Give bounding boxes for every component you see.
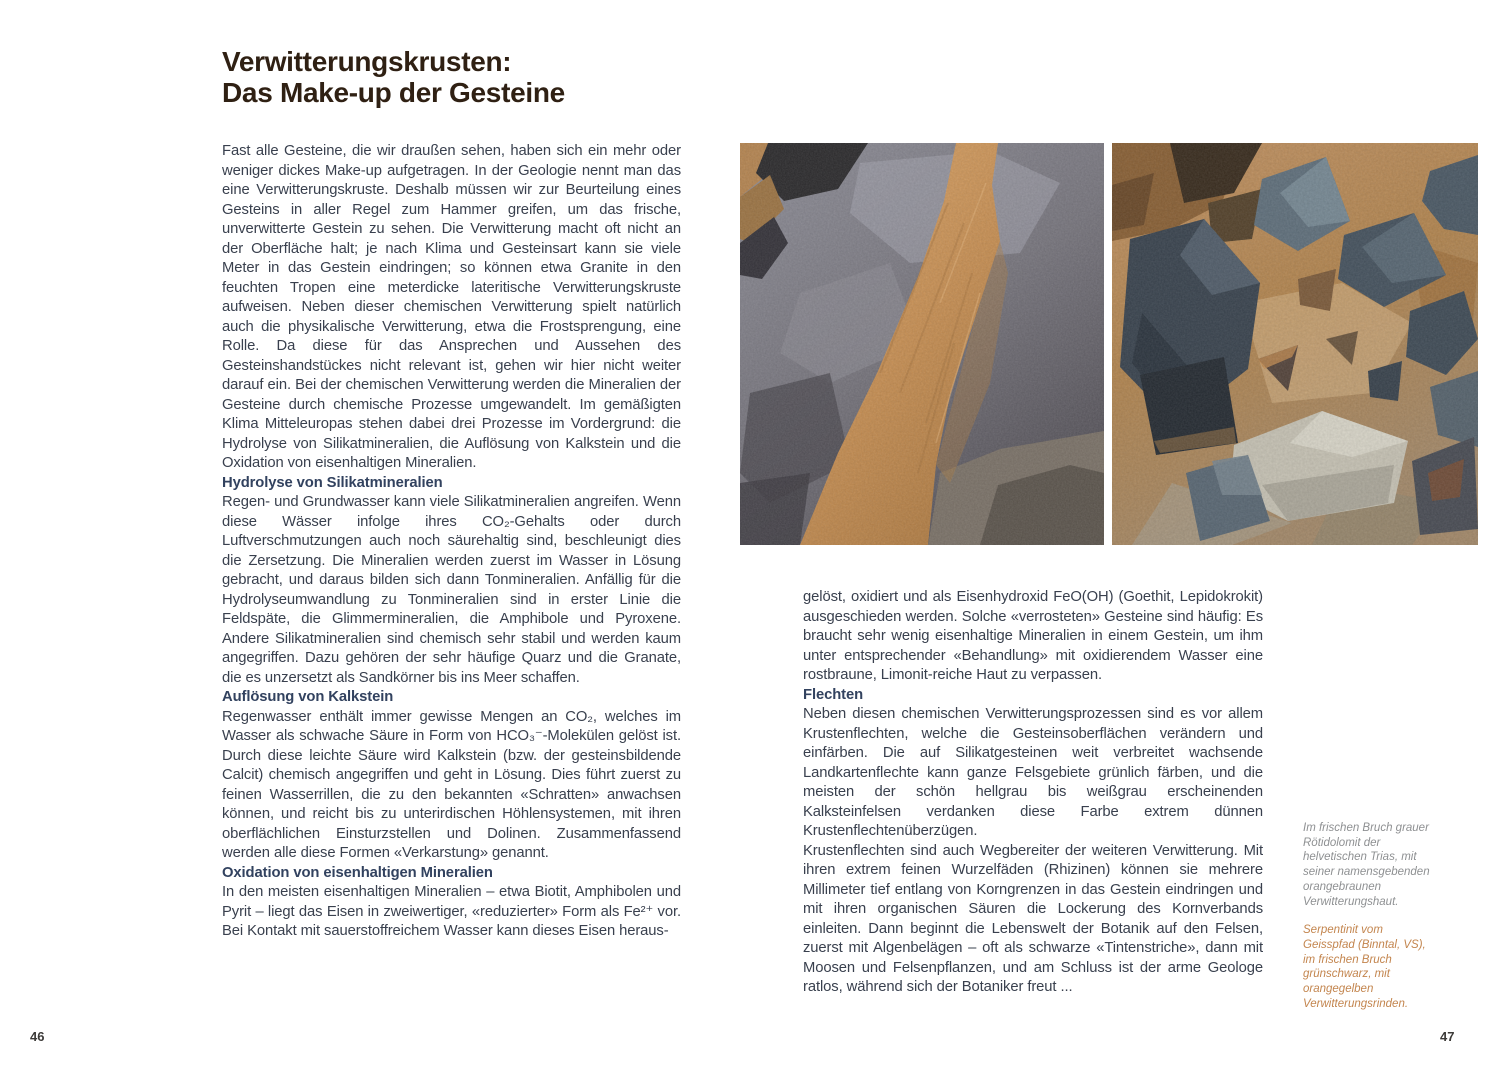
section-body-hydrolyse: Regen- und Grundwasser kann viele Silikatmineralien angreifen. Wenn diese Wässer infolge ihres CO₂-Gehalts oder durch Luftverschmutzungen auch noch säurehaltig sind, beschleunigt dies die Zersetzung. Die Mineralien werden zuerst im Wasser in Lösung gebracht, und daraus bilden sich dann Tonmineralien. Anfällig für die Hydrolyseumwandlung zu Tonmineralien sind in erster Linie die Feldspäte, die Glimmermineralien, die Amphibole und Pyroxene. Andere Silikatmineralien sind chemisch sehr stabil und werden kaum angegriffen. Dazu gehören der sehr häufige Quarz und die Granate, die es unzersetzt als Sandkörner bis ins Meer schaffen. — [222, 494, 681, 686]
serpentinit-photo — [1112, 143, 1478, 545]
serpentinit-illustration — [1112, 143, 1478, 545]
page-number-right: 47 — [1440, 1029, 1455, 1044]
section-heading-flechten: Flechten — [803, 686, 864, 703]
rotidolomit-photo — [740, 143, 1104, 545]
rotidolomit-illustration — [740, 143, 1104, 545]
section-body-oxidation: In den meisten eisenhaltigen Mineralien – etwa Biotit, Amphibolen und Pyrit – liegt das Eisen in zweiwertiger, «reduzierter» Form als Fe²⁺ vor. Bei Kontakt mit sauerstoffreichem Wasser kann dieses Eisen heraus- — [222, 884, 681, 939]
section-body-kalkstein: Regenwasser enthält immer gewisse Mengen an CO₂, welches im Wasser als schwache Säure in Form von HCO₃⁻-Molekülen gelöst ist. Durch diese leichte Säure wird Kalkstein (bzw. der gesteinsbildende Calcit) chemisch angegriffen und geht in Lösung. Dies führt zuerst zu feinen Wasserrillen, die zu den bekannten «Schratten» anwachsen können, und reicht bis zu unterirdischen Höhlensystemen, mit ihren oberflächlichen Einsturzstellen und Dolinen. Zusammenfassend werden alle diese Formen «Verkarstung» genannt. — [222, 708, 681, 861]
page-title-line2: Das Make-up der Gesteine — [222, 77, 565, 108]
intro-paragraph: Fast alle Gesteine, die wir draußen sehen, haben sich ein mehr oder weniger dickes Make-up aufgetragen. In der Geologie nennt man das eine Verwitterungskruste. Deshalb müssen wir zur Beurteilung eines Gesteins in aller Regel zum Hammer greifen, um das frische, unverwitterte Gestein zu sehen. Die Verwitterung macht oft nicht an der Oberfläche halt; je nach Klima und Gesteinsart kann sie viele Meter in das Gestein eindringen; so können etwa Granite in den feuchten Tropen eine meterdicke lateritische Verwitterungskruste aufweisen. Neben dieser chemischen Verwitterung spielt natürlich auch die physikalische Verwitterung, etwa die Frostsprengung, eine Rolle. Da diese für das Ansprechen und Aussehen des Gesteinshandstückes nicht relevant ist, gehen wir hier nicht weiter darauf ein. Bei der chemischen Verwitterung werden die Mineralien der Gesteine durch chemische Prozesse umgewandelt. Im gemäßigten Klima Mitteleuropas stehen dabei drei Prozesse im Vordergrund: die Hydrolyse von Silikatmineralien, die Auflösung von Kalkstein und die Oxidation von eisenhaltigen Mineralien. — [222, 143, 681, 471]
section-heading-kalkstein: Auflösung von Kalkstein — [222, 689, 394, 705]
caption-serpentinit: Serpentinit vom Geisspfad (Binntal, VS), im frischen Bruch grünschwarz, mit orangegelben Verwitterungsrinden. — [1303, 924, 1426, 1010]
caption-rotidolomit: Im frischen Bruch grauer Rötidolomit der helvetischen Trias, mit seiner namensgebenden orangebraunen Verwitterungshaut. — [1303, 822, 1430, 908]
page-title — [222, 46, 742, 108]
section-body-flechten-1: Neben diesen chemischen Verwitterungsprozessen sind es vor allem Krustenflechten, welche die Gesteinsoberflächen verändern und einfärben. Die auf Silikatgesteinen weit verbreitet wachsende Landkartenflechte kann ganze Felsgebiete grünlich färben, und die meisten der schön hellgrau bis weißgrau erscheinenden Kalksteinfelsen verdanken diese Farbe extrem dünnen Krustenflechtenüberzügen. — [803, 706, 1263, 839]
left-text-column — [222, 142, 681, 942]
right-text-column — [803, 588, 1263, 998]
section-heading-hydrolyse: Hydrolyse von Silikatmineralien — [222, 474, 443, 491]
caption-column — [1303, 821, 1435, 1025]
page-title-line1: Verwitterungskrusten: — [222, 46, 512, 77]
continuation-paragraph: gelöst, oxidiert und als Eisenhydroxid FeO(OH) (Goethit, Lepidokrokit) ausgeschieden werden. Solche «verrosteten» Gesteine sind häufig: Es braucht sehr wenig eisenhaltige Mineralien in einem Gestein, um ihm unter entsprechender «Behandlung» mit oxidierendem Wasser eine rostbraune, Limonit-reiche Haut zu verpassen. — [803, 589, 1263, 683]
section-body-flechten-2: Krustenflechten sind auch Wegbereiter der weiteren Verwitterung. Mit ihren extrem feinen Wurzelfäden (Rhizinen) können sie mehrere Millimeter tief entlang von Korngrenzen in das Gestein eindringen und mit ihren organischen Säuren die Lockerung des Kornverbands einleiten. Dann beginnt die Lebenswelt der Botanik auf den Felsen, zuerst mit Algenbelägen – oft als schwarze «Tintenstriche», dann mit Moosen und Felsenpflanzen, und am Schluss ist der arme Geologe ratlos, während sich der Botaniker freut ... — [803, 842, 1263, 995]
section-heading-oxidation: Oxidation von eisenhaltigen Mineralien — [222, 864, 493, 881]
page-number-left: 46 — [30, 1029, 45, 1044]
